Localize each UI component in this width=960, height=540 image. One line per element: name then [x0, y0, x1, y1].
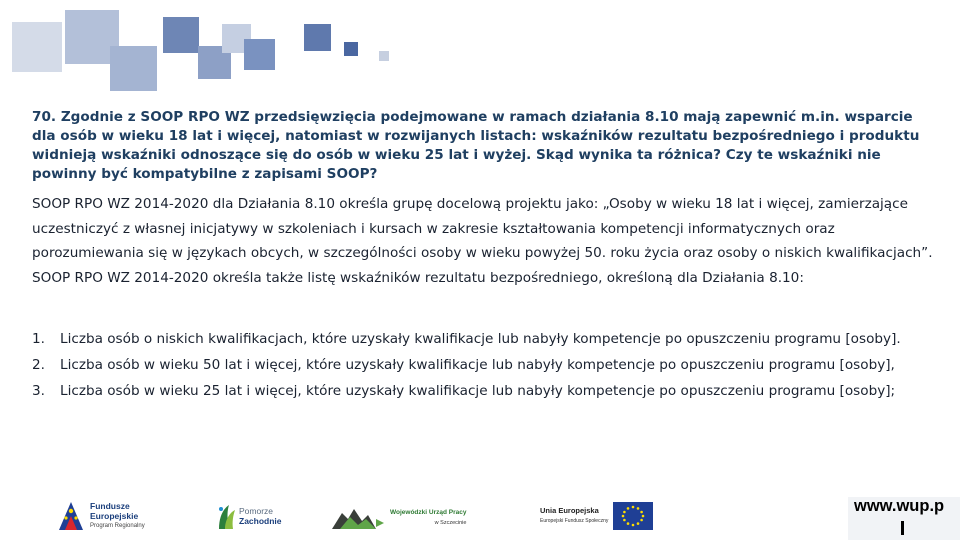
logo-wup — [332, 504, 482, 532]
eu-flag-icon — [613, 502, 653, 530]
website-box — [848, 497, 960, 540]
ue-line1: Unia Europejska — [540, 506, 599, 515]
text-cursor — [901, 521, 904, 535]
pz-line1: Pomorze — [239, 506, 274, 516]
question-heading: 70. Zgodnie z SOOP RPO WZ przedsięwzięcia podejmowane w ramach działania 8.10 mają zapewnić m.in. wsparcie dla osób w wieku 18 lat i więcej, natomiast w rozwijanych listach: wskaźników rezultatu bezpośredniego i produktu widnieją wskaźniki odnoszące się do osób w wieku 25 lat i wyżej. Skąd wynika ta różnica? Czy te wskaźniki nie powinny być kompatybilne z zapisami SOOP? — [32, 109, 920, 182]
deco-square — [344, 42, 358, 56]
ue-line2: Europejski Fundusz Społeczny — [540, 518, 609, 524]
list-item — [32, 352, 937, 378]
deco-square — [12, 22, 62, 72]
website-link[interactable]: www.wup.p — [854, 497, 945, 515]
fe-line2: Europejskie — [90, 511, 139, 521]
pz-line2: Zachodnie — [239, 516, 282, 526]
deco-square — [163, 17, 199, 53]
answer-intro: SOOP RPO WZ 2014-2020 dla Działania 8.10 określa grupę docelową projektu jako: „Osoby w wieku 18 lat i więcej, zamierzające uczestniczyć z własnej inicjatywy w szkoleniach i kursach w zakresie kształtowania kompetencji informatycznych oraz porozumiewania się w językach obcych, w szczególności osoby w wieku powyżej 50. roku życia oraz osoby o niskich kwalifikacjach”. SOOP RPO WZ 2014-2020 określa także listę wskaźników rezultatu bezpośredniego, określoną dla Działania 8.10: — [32, 196, 933, 286]
fe-line1: Fundusze — [90, 501, 130, 511]
deco-square — [304, 24, 331, 51]
wup-line2: w Szczecinie — [434, 520, 467, 526]
list-item-text: Liczba osób w wieku 25 lat i więcej, które uzyskały kwalifikacje lub nabyły kompetencje po opuszczeniu programu [osoby]; — [60, 383, 896, 399]
pz-emblem-icon — [215, 501, 237, 531]
deco-square — [379, 51, 389, 61]
fe-emblem-icon — [57, 500, 85, 532]
wup-line1: Wojewódzki Urząd Pracy — [390, 509, 467, 516]
indicator-list — [32, 326, 937, 404]
logo-fundusze-europejskie — [57, 498, 167, 534]
fe-line3: Program Regionalny — [90, 523, 145, 529]
list-number: 3. — [32, 383, 45, 399]
logo-unia-europejska — [540, 500, 680, 532]
list-number: 2. — [32, 357, 45, 373]
deco-square — [244, 39, 275, 70]
footer-logos — [0, 490, 960, 540]
list-item-text: Liczba osób w wieku 50 lat i więcej, które uzyskały kwalifikacje lub nabyły kompetencje po opuszczeniu programu [osoby], — [60, 357, 895, 373]
wup-emblem-icon — [332, 505, 384, 531]
list-item — [32, 326, 937, 352]
list-item-text: Liczba osób o niskich kwalifikacjach, które uzyskały kwalifikacje lub nabyły kompetencje po opuszczeniu programu [osoby]. — [60, 331, 901, 347]
logo-pomorze-zachodnie — [215, 500, 285, 532]
list-number: 1. — [32, 331, 45, 347]
list-item — [32, 378, 937, 404]
deco-square — [110, 46, 157, 91]
